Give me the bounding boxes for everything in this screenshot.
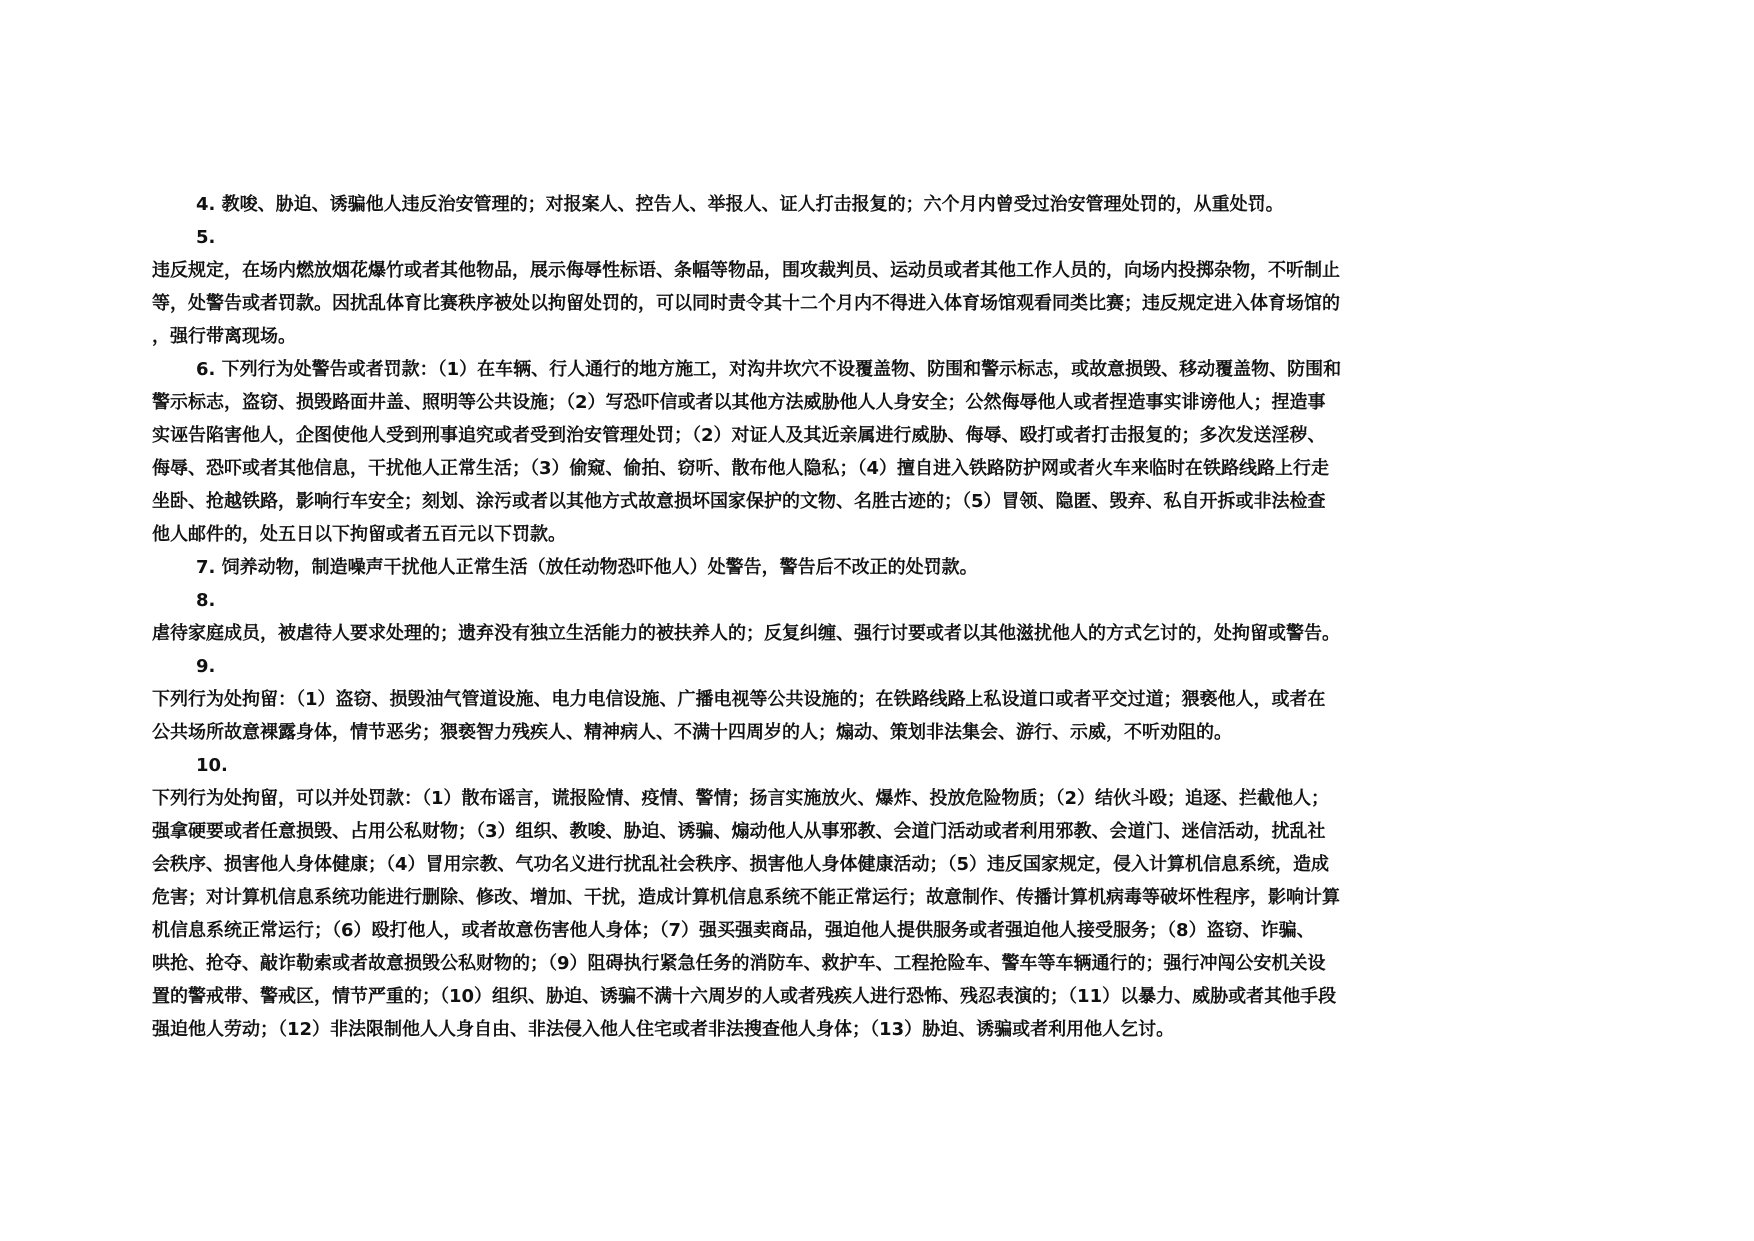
text-line: 坐卧、抢越铁路，影响行车安全；刻划、涂污或者以其他方式故意损坏国家保护的文物、名胜古迹的；（5）冒领、隐匿、毁弃、私自开拆或非法检查: [152, 491, 1326, 512]
text-line: 置的警戒带、警戒区，情节严重的；（10）组织、胁迫、诱骗不满十六周岁的人或者残疾人进行恐怖、残忍表演的；（11）以暴力、威胁或者其他手段: [152, 986, 1337, 1007]
text-line: 虐待家庭成员，被虐待人要求处理的；遗弃没有独立生活能力的被扶养人的；反复纠缠、强行讨要或者以其他滋扰他人的方式乞讨的，处拘留或警告。: [152, 623, 1340, 644]
text-line: 强拿硬要或者任意损毁、占用公私财物；（3）组织、教唆、胁迫、诱骗、煽动他人从事邪教、会道门活动或者利用邪教、会道门、迷信活动，扰乱社: [152, 821, 1326, 842]
text-line: 6. 下列行为处警告或者罚款：（1）在车辆、行人通行的地方施工，对沟井坎穴不设覆盖物、防围和警示标志，或故意损毁、移动覆盖物、防围和: [196, 359, 1342, 380]
text-line: 7. 饲养动物，制造噪声干扰他人正常生活（放任动物恐吓他人）处警告，警告后不改正的处罚款。: [196, 557, 978, 578]
text-line: 8.: [196, 590, 216, 611]
text-line: 危害；对计算机信息系统功能进行删除、修改、增加、干扰，造成计算机信息系统不能正常运行；故意制作、传播计算机病毒等破坏性程序，影响计算: [152, 887, 1340, 908]
text-line: 4. 教唆、胁迫、诱骗他人违反治安管理的；对报案人、控告人、举报人、证人打击报复的；六个月内曾受过治安管理处罚的，从重处罚。: [196, 194, 1284, 215]
document-body: [152, 188, 1612, 1046]
text-line: 5.: [196, 227, 216, 248]
text-line: 侮辱、恐吓或者其他信息，干扰他人正常生活；（3）偷窥、偷拍、窃听、散布他人隐私；（4）擅自进入铁路防护网或者火车来临时在铁路线路上行走: [152, 458, 1330, 479]
text-line: 警示标志，盗窃、损毁路面井盖、照明等公共设施；（2）写恐吓信或者以其他方法威胁他人人身安全；公然侮辱他人或者捏造事实诽谤他人；捏造事: [152, 392, 1326, 413]
text-line: 10.: [196, 755, 228, 776]
text-line: 下列行为处拘留：（1）盗窃、损毁油气管道设施、电力电信设施、广播电视等公共设施的；在铁路线路上私设道口或者平交过道；猥亵他人，或者在: [152, 689, 1326, 710]
paragraph-p4: [152, 188, 1612, 221]
text-line: 强迫他人劳动；（12）非法限制他人人身自由、非法侵入他人住宅或者非法搜查他人身体；（13）胁迫、诱骗或者利用他人乞讨。: [152, 1019, 1175, 1040]
text-line: 违反规定，在场内燃放烟花爆竹或者其他物品，展示侮辱性标语、条幅等物品，围攻裁判员、运动员或者其他工作人员的，向场内投掷杂物，不听制止: [152, 260, 1340, 281]
text-line: 他人邮件的，处五日以下拘留或者五百元以下罚款。: [152, 524, 566, 545]
text-line: 9.: [196, 656, 216, 677]
paragraph-p10: [152, 749, 1612, 1046]
text-line: ，强行带离现场。: [152, 326, 296, 347]
text-line: 会秩序、损害他人身体健康；（4）冒用宗教、气功名义进行扰乱社会秩序、损害他人身体健康活动；（5）违反国家规定，侵入计算机信息系统，造成: [152, 854, 1330, 875]
text-line: 机信息系统正常运行；（6）殴打他人，或者故意伤害他人身体；（7）强买强卖商品，强迫他人提供服务或者强迫他人接受服务；（8）盗窃、诈骗、: [152, 920, 1315, 941]
text-line: 实诬告陷害他人，企图使他人受到刑事追究或者受到治安管理处罚；（2）对证人及其近亲属进行威胁、侮辱、殴打或者打击报复的；多次发送淫秽、: [152, 425, 1326, 446]
paragraph-p7: [152, 551, 1612, 584]
paragraph-p5: [152, 221, 1612, 353]
text-line: 下列行为处拘留，可以并处罚款：（1）散布谣言，谎报险情、疫情、警情；扬言实施放火、爆炸、投放危险物质；（2）结伙斗殴；追逐、拦截他人；: [152, 788, 1330, 809]
paragraph-p6: [152, 353, 1612, 551]
text-line: 等，处警告或者罚款。因扰乱体育比赛秩序被处以拘留处罚的，可以同时责令其十二个月内不得进入体育场馆观看同类比赛；违反规定进入体育场馆的: [152, 293, 1340, 314]
paragraph-p9: [152, 650, 1612, 749]
text-line: 哄抢、抢夺、敲诈勒索或者故意损毁公私财物的；（9）阻碍执行紧急任务的消防车、救护车、工程抢险车、警车等车辆通行的；强行冲闯公安机关设: [152, 953, 1326, 974]
paragraph-p8: [152, 584, 1612, 650]
text-line: 公共场所故意裸露身体，情节恶劣；猥亵智力残疾人、精神病人、不满十四周岁的人；煽动、策划非法集会、游行、示威，不听劝阻的。: [152, 722, 1232, 743]
